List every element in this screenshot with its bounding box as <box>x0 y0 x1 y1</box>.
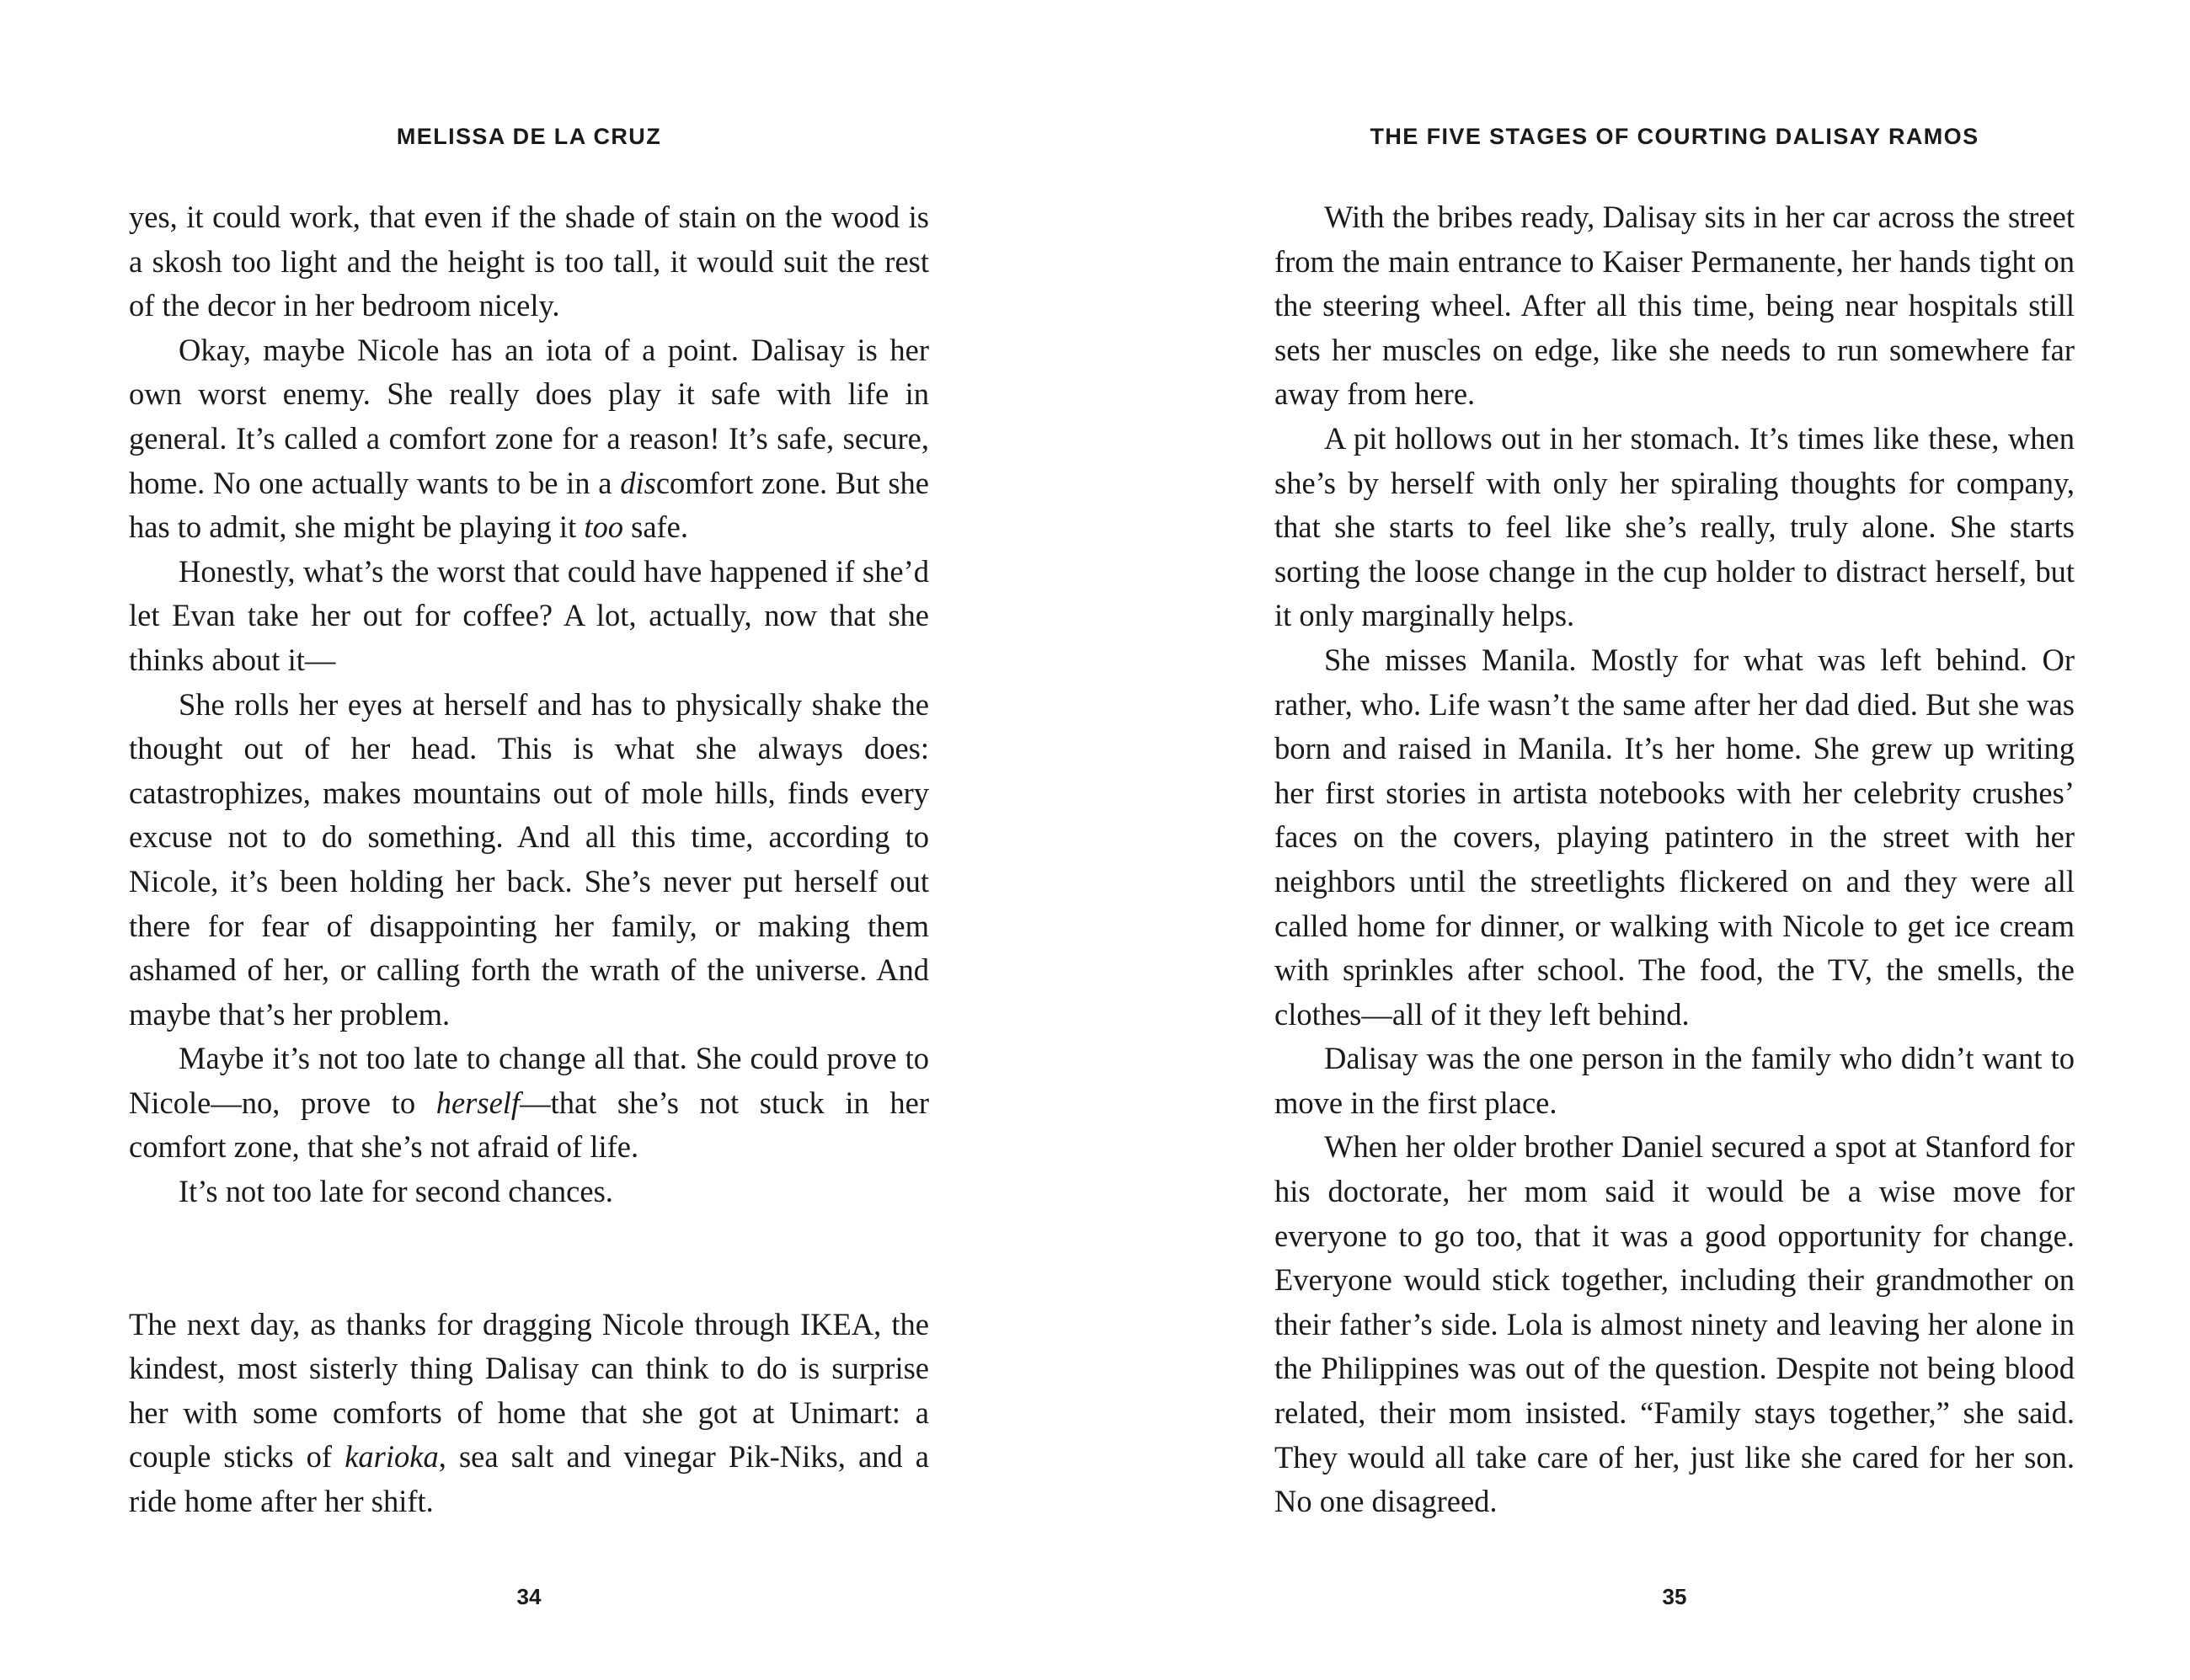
section-start-paragraph <box>129 1303 929 1524</box>
left-running-head: MELISSA DE LA CRUZ <box>396 124 662 149</box>
italic-text: karioka <box>345 1439 439 1475</box>
italic-text: herself <box>435 1085 521 1120</box>
paragraph <box>1274 1125 2075 1523</box>
italic-text: dis <box>620 465 656 500</box>
paragraph-text: With the bribes ready, Dalisay sits in her car across the street from the main entrance to Kaiser Permanente, her hands tight on the steering wheel. After all this time, being near hospitals still sets her muscles on edge, like she needs to run somewhere far away from here. <box>1274 200 2075 412</box>
paragraph <box>1274 638 2075 1037</box>
paragraph-text: She misses Manila. Mostly for what was left behind. Or rather, who. Life wasn’t the same after her dad died. But she was born and raised in Manila. It’s her home. She grew up writing her first stories in artista notebooks with her celebrity crushes’ faces on the covers, playing patintero in the street with her neighbors until the streetlights flickered on and they were all called home for dinner, or walking with Nicole to get ice cream with sprinkles after school. The food, the TV, the smells, the clothes—all of it they left behind. <box>1274 642 2075 1032</box>
paragraph-text: Honestly, what’s the worst that could have happened if she’d let Evan take her out for coffee? A lot, actually, now that she thinks about it— <box>129 553 929 677</box>
left-page <box>129 0 929 1680</box>
right-running-head: THE FIVE STAGES OF COURTING DALISAY RAMOS <box>1370 124 1979 149</box>
paragraph <box>129 1037 929 1170</box>
right-page-number: 35 <box>1662 1584 1687 1609</box>
paragraph <box>129 195 929 328</box>
left-body-text <box>129 195 929 1524</box>
paragraph-text: Dalisay was the one person in the family who didn’t want to move in the first place. <box>1274 1041 2075 1120</box>
paragraph-text: Maybe it’s not too late to change all that. She could prove to Nicole—no, prove to <box>129 1041 929 1120</box>
paragraph-text: When her older brother Daniel secured a spot at Stanford for his doctorate, her mom said it would be a wise move for everyone to go too, that it was a good opportunity for change. Everyone would stick together, including their grandmother on their father’s side. Lola is almost ninety and leaving her alone in the Philippines was out of the question. Despite not being blood related, their mom insisted. “Family stays together,” she said. They would all take care of her, just like she cared for her son. No one disagreed. <box>1274 1129 2075 1519</box>
paragraph-text: Okay, maybe Nicole has an iota of a point. Dalisay is her own worst enemy. She really does play it safe with life in general. It’s called a comfort zone for a reason! It’s safe, secure, home. No one actually wants to be in a <box>129 332 929 500</box>
paragraph <box>129 683 929 1037</box>
italic-text: too <box>584 509 623 545</box>
paragraph-text: yes, it could work, that even if the shade of stain on the wood is a skosh too light and the height is too tall, it would suit the rest of the decor in her bedroom nicely. <box>129 200 929 323</box>
paragraph <box>129 550 929 683</box>
paragraph <box>1274 1037 2075 1125</box>
paragraph-text: A pit hollows out in her stomach. It’s times like these, when she’s by herself with only her spiraling thoughts for company, that she starts to feel like she’s really, truly alone. She starts sorting the loose change in the cup holder to distract herself, but it only marginally helps. <box>1274 420 2075 633</box>
left-page-number: 34 <box>516 1584 542 1609</box>
paragraph-text: —that she’s not stuck in her comfort zone, that she’s not afraid of life. <box>129 1085 929 1165</box>
paragraph-text: safe. <box>623 509 689 545</box>
paragraph-text: comfort zone. But she has to admit, she might be playing it <box>129 465 929 545</box>
paragraph <box>129 1170 929 1214</box>
paragraph <box>1274 417 2075 638</box>
paragraph-text: The next day, as thanks for dragging Nicole through IKEA, the kindest, most sisterly thing Dalisay can think to do is surprise her with some comforts of home that she got at Unimart: a couple sticks of <box>129 1306 929 1475</box>
right-page <box>1274 0 2075 1680</box>
paragraph <box>129 328 929 550</box>
paragraph-text: , sea salt and vinegar Pik-Niks, and a ride home after her shift. <box>129 1439 929 1519</box>
paragraph-text: It’s not too late for second chances. <box>179 1174 613 1209</box>
paragraph <box>1274 195 2075 417</box>
right-body-text <box>1274 195 2075 1524</box>
paragraph-text: She rolls her eyes at herself and has to physically shake the thought out of her head. This is what she always does: catastrophizes, makes mountains out of mole hills, finds every excuse not to do something. And all this time, according to Nicole, it’s been holding her back. She’s never put herself out there for fear of disappointing her family, or making them ashamed of her, or calling forth the wrath of the universe. And maybe that’s her problem. <box>129 686 929 1032</box>
